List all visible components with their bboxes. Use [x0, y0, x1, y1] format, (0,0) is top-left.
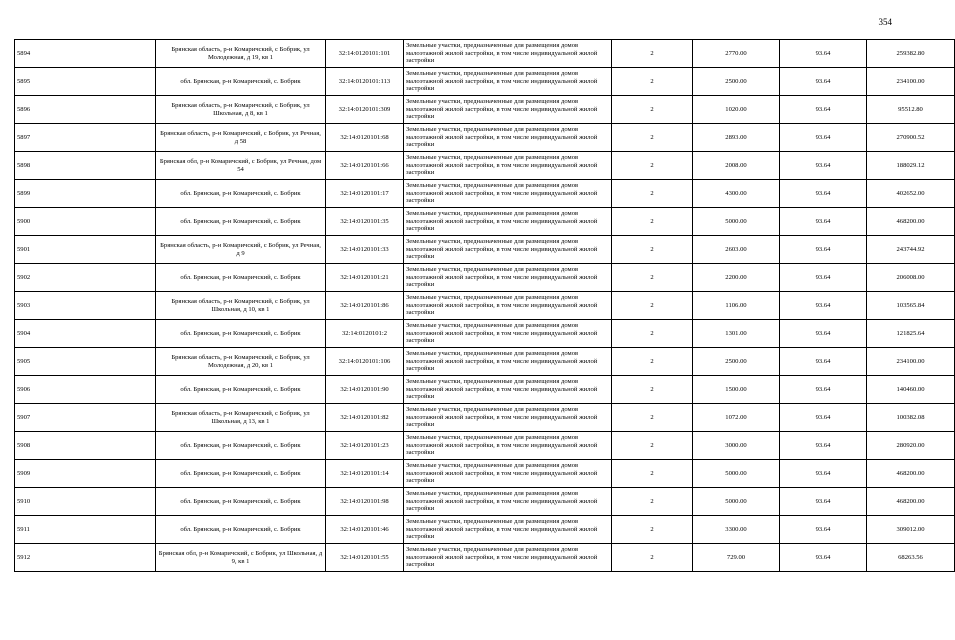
land-use-cell: Земельные участки, предназначенные для размещения домов малоэтажной жилой застройки, в том числе индивидуальной жилой застройки	[404, 348, 612, 376]
category-cell: 2	[612, 124, 693, 152]
address-cell: Брянская область, р-н Комаричский, с Бобрик, ул Речная, д 58	[156, 124, 326, 152]
category-cell: 2	[612, 488, 693, 516]
cadastral-number-cell: 32:14:0120101:309	[326, 96, 404, 124]
rate-cell: 93.64	[780, 460, 867, 488]
cadastral-number-cell: 32:14:0120101:17	[326, 180, 404, 208]
land-use-cell: Земельные участки, предназначенные для размещения домов малоэтажной жилой застройки, в том числе индивидуальной жилой застройки	[404, 460, 612, 488]
cadastral-number-cell: 32:14:0120101:86	[326, 292, 404, 320]
record-number: 5896	[15, 96, 156, 124]
address-cell: Брянская область, р-н Комаричский, с Бобрик, ул Речная, д 9	[156, 236, 326, 264]
area-cell: 5000.00	[693, 208, 780, 236]
address-cell: обл. Брянская, р-н Комаричский, с. Бобрик	[156, 264, 326, 292]
land-use-cell: Земельные участки, предназначенные для размещения домов малоэтажной жилой застройки, в том числе индивидуальной жилой застройки	[404, 236, 612, 264]
address-cell: обл. Брянская, р-н Комаричский, с. Бобрик	[156, 68, 326, 96]
area-cell: 4300.00	[693, 180, 780, 208]
area-cell: 1500.00	[693, 376, 780, 404]
table-row	[15, 348, 955, 376]
rate-cell: 93.64	[780, 180, 867, 208]
category-cell: 2	[612, 320, 693, 348]
address-cell: обл. Брянская, р-н Комаричский, с. Бобрик	[156, 208, 326, 236]
record-number: 5912	[15, 544, 156, 572]
category-cell: 2	[612, 460, 693, 488]
cadastral-value-cell: 95512.80	[867, 96, 955, 124]
land-use-cell: Земельные участки, предназначенные для размещения домов малоэтажной жилой застройки, в том числе индивидуальной жилой застройки	[404, 264, 612, 292]
cadastral-number-cell: 32:14:0120101:90	[326, 376, 404, 404]
table-row	[15, 96, 955, 124]
record-number: 5902	[15, 264, 156, 292]
cadastral-number-cell: 32:14:0120101:101	[326, 40, 404, 68]
cadastral-value-cell: 468200.00	[867, 488, 955, 516]
land-use-cell: Земельные участки, предназначенные для размещения домов малоэтажной жилой застройки, в том числе индивидуальной жилой застройки	[404, 68, 612, 96]
rate-cell: 93.64	[780, 348, 867, 376]
area-cell: 729.00	[693, 544, 780, 572]
area-cell: 2200.00	[693, 264, 780, 292]
land-use-cell: Земельные участки, предназначенные для размещения домов малоэтажной жилой застройки, в том числе индивидуальной жилой застройки	[404, 320, 612, 348]
address-cell: обл. Брянская, р-н Комаричский, с. Бобрик	[156, 320, 326, 348]
area-cell: 1301.00	[693, 320, 780, 348]
cadastral-number-cell: 32:14:0120101:106	[326, 348, 404, 376]
record-number: 5898	[15, 152, 156, 180]
page-number: 354	[878, 17, 892, 27]
rate-cell: 93.64	[780, 124, 867, 152]
table-row	[15, 376, 955, 404]
cadastral-value-cell: 188029.12	[867, 152, 955, 180]
table-row	[15, 180, 955, 208]
category-cell: 2	[612, 236, 693, 264]
category-cell: 2	[612, 68, 693, 96]
cadastral-number-cell: 32:14:0120101:46	[326, 516, 404, 544]
table-row	[15, 264, 955, 292]
cadastral-value-cell: 100382.08	[867, 404, 955, 432]
rate-cell: 93.64	[780, 264, 867, 292]
cadastral-value-cell: 270900.52	[867, 124, 955, 152]
address-cell: обл. Брянская, р-н Комаричский, с. Бобрик	[156, 460, 326, 488]
cadastral-number-cell: 32:14:0120101:2	[326, 320, 404, 348]
land-use-cell: Земельные участки, предназначенные для размещения домов малоэтажной жилой застройки, в том числе индивидуальной жилой застройки	[404, 96, 612, 124]
cadastral-value-cell: 234100.00	[867, 68, 955, 96]
category-cell: 2	[612, 348, 693, 376]
rate-cell: 93.64	[780, 432, 867, 460]
area-cell: 5000.00	[693, 488, 780, 516]
record-number: 5895	[15, 68, 156, 96]
cadastral-value-cell: 103565.84	[867, 292, 955, 320]
record-number: 5907	[15, 404, 156, 432]
area-cell: 1072.00	[693, 404, 780, 432]
land-use-cell: Земельные участки, предназначенные для размещения домов малоэтажной жилой застройки, в том числе индивидуальной жилой застройки	[404, 544, 612, 572]
address-cell: обл. Брянская, р-н Комаричский, с. Бобрик	[156, 488, 326, 516]
category-cell: 2	[612, 432, 693, 460]
address-cell: Брянская область, р-н Комаричский, с Бобрик, ул Школьная, д 13, кв 1	[156, 404, 326, 432]
cadastral-value-cell: 468200.00	[867, 208, 955, 236]
address-cell: обл. Брянская, р-н Комаричский, с. Бобрик	[156, 516, 326, 544]
cadastral-value-cell: 280920.00	[867, 432, 955, 460]
cadastral-value-cell: 468200.00	[867, 460, 955, 488]
area-cell: 1106.00	[693, 292, 780, 320]
cadastral-number-cell: 32:14:0120101:14	[326, 460, 404, 488]
record-number: 5909	[15, 460, 156, 488]
cadastral-number-cell: 32:14:0120101:55	[326, 544, 404, 572]
address-cell: Брянская область, р-н Комаричский, с Бобрик, ул Молодежная, д 19, кв 1	[156, 40, 326, 68]
land-use-cell: Земельные участки, предназначенные для размещения домов малоэтажной жилой застройки, в том числе индивидуальной жилой застройки	[404, 40, 612, 68]
land-use-cell: Земельные участки, предназначенные для размещения домов малоэтажной жилой застройки, в том числе индивидуальной жилой застройки	[404, 404, 612, 432]
area-cell: 2603.00	[693, 236, 780, 264]
table-row	[15, 208, 955, 236]
address-cell: обл. Брянская, р-н Комаричский, с. Бобрик	[156, 180, 326, 208]
record-number: 5897	[15, 124, 156, 152]
record-number: 5908	[15, 432, 156, 460]
cadastral-value-cell: 234100.00	[867, 348, 955, 376]
table-body	[15, 40, 955, 572]
category-cell: 2	[612, 516, 693, 544]
cadastral-number-cell: 32:14:0120101:66	[326, 152, 404, 180]
category-cell: 2	[612, 404, 693, 432]
table-row	[15, 404, 955, 432]
land-registry-table	[14, 39, 955, 572]
rate-cell: 93.64	[780, 40, 867, 68]
table-row	[15, 152, 955, 180]
area-cell: 5000.00	[693, 460, 780, 488]
table-row	[15, 40, 955, 68]
category-cell: 2	[612, 96, 693, 124]
cadastral-number-cell: 32:14:0120101:68	[326, 124, 404, 152]
land-use-cell: Земельные участки, предназначенные для размещения домов малоэтажной жилой застройки, в том числе индивидуальной жилой застройки	[404, 292, 612, 320]
record-number: 5904	[15, 320, 156, 348]
record-number: 5900	[15, 208, 156, 236]
rate-cell: 93.64	[780, 488, 867, 516]
category-cell: 2	[612, 40, 693, 68]
area-cell: 2008.00	[693, 152, 780, 180]
table-row	[15, 516, 955, 544]
address-cell: обл. Брянская, р-н Комаричский, с. Бобрик	[156, 376, 326, 404]
land-use-cell: Земельные участки, предназначенные для размещения домов малоэтажной жилой застройки, в том числе индивидуальной жилой застройки	[404, 152, 612, 180]
area-cell: 2500.00	[693, 68, 780, 96]
category-cell: 2	[612, 292, 693, 320]
land-use-cell: Земельные участки, предназначенные для размещения домов малоэтажной жилой застройки, в том числе индивидуальной жилой застройки	[404, 488, 612, 516]
area-cell: 3300.00	[693, 516, 780, 544]
cadastral-value-cell: 68263.56	[867, 544, 955, 572]
record-number: 5894	[15, 40, 156, 68]
land-use-cell: Земельные участки, предназначенные для размещения домов малоэтажной жилой застройки, в том числе индивидуальной жилой застройки	[404, 208, 612, 236]
cadastral-number-cell: 32:14:0120101:113	[326, 68, 404, 96]
rate-cell: 93.64	[780, 68, 867, 96]
category-cell: 2	[612, 264, 693, 292]
table-row	[15, 432, 955, 460]
land-use-cell: Земельные участки, предназначенные для размещения домов малоэтажной жилой застройки, в том числе индивидуальной жилой застройки	[404, 376, 612, 404]
category-cell: 2	[612, 180, 693, 208]
area-cell: 2500.00	[693, 348, 780, 376]
cadastral-value-cell: 402652.00	[867, 180, 955, 208]
cadastral-number-cell: 32:14:0120101:98	[326, 488, 404, 516]
category-cell: 2	[612, 376, 693, 404]
address-cell: Брянская область, р-н Комаричский, с Бобрик, ул Школьная, д 8, кв 1	[156, 96, 326, 124]
table-row	[15, 320, 955, 348]
rate-cell: 93.64	[780, 516, 867, 544]
rate-cell: 93.64	[780, 208, 867, 236]
table-row	[15, 124, 955, 152]
area-cell: 2770.00	[693, 40, 780, 68]
table-row	[15, 488, 955, 516]
rate-cell: 93.64	[780, 152, 867, 180]
land-use-cell: Земельные участки, предназначенные для размещения домов малоэтажной жилой застройки, в том числе индивидуальной жилой застройки	[404, 124, 612, 152]
cadastral-number-cell: 32:14:0120101:33	[326, 236, 404, 264]
table-row	[15, 292, 955, 320]
record-number: 5911	[15, 516, 156, 544]
land-use-cell: Земельные участки, предназначенные для размещения домов малоэтажной жилой застройки, в том числе индивидуальной жилой застройки	[404, 432, 612, 460]
address-cell: Брянская область, р-н Комаричский, с Бобрик, ул Школьная, д 10, кв 1	[156, 292, 326, 320]
category-cell: 2	[612, 544, 693, 572]
cadastral-value-cell: 309012.00	[867, 516, 955, 544]
cadastral-value-cell: 206008.00	[867, 264, 955, 292]
record-number: 5910	[15, 488, 156, 516]
rate-cell: 93.64	[780, 96, 867, 124]
table-row	[15, 544, 955, 572]
record-number: 5903	[15, 292, 156, 320]
cadastral-number-cell: 32:14:0120101:82	[326, 404, 404, 432]
address-cell: Брянская обл, р-н Комаричский, с Бобрик, ул Речная, дом 54	[156, 152, 326, 180]
rate-cell: 93.64	[780, 320, 867, 348]
table-row	[15, 460, 955, 488]
area-cell: 2893.00	[693, 124, 780, 152]
rate-cell: 93.64	[780, 404, 867, 432]
record-number: 5899	[15, 180, 156, 208]
cadastral-value-cell: 243744.92	[867, 236, 955, 264]
table-row	[15, 68, 955, 96]
cadastral-number-cell: 32:14:0120101:23	[326, 432, 404, 460]
area-cell: 3000.00	[693, 432, 780, 460]
rate-cell: 93.64	[780, 544, 867, 572]
cadastral-value-cell: 121825.64	[867, 320, 955, 348]
area-cell: 1020.00	[693, 96, 780, 124]
address-cell: Брянская область, р-н Комаричский, с Бобрик, ул Молодежная, д 20, кв 1	[156, 348, 326, 376]
cadastral-value-cell: 259382.80	[867, 40, 955, 68]
record-number: 5906	[15, 376, 156, 404]
category-cell: 2	[612, 152, 693, 180]
table-row	[15, 236, 955, 264]
record-number: 5905	[15, 348, 156, 376]
land-use-cell: Земельные участки, предназначенные для размещения домов малоэтажной жилой застройки, в том числе индивидуальной жилой застройки	[404, 180, 612, 208]
address-cell: обл. Брянская, р-н Комаричский, с. Бобрик	[156, 432, 326, 460]
land-use-cell: Земельные участки, предназначенные для размещения домов малоэтажной жилой застройки, в том числе индивидуальной жилой застройки	[404, 516, 612, 544]
cadastral-number-cell: 32:14:0120101:21	[326, 264, 404, 292]
address-cell: Брянская обл, р-н Комаричский, с Бобрик, ул Школьная, д 9, кв 1	[156, 544, 326, 572]
rate-cell: 93.64	[780, 376, 867, 404]
cadastral-number-cell: 32:14:0120101:35	[326, 208, 404, 236]
category-cell: 2	[612, 208, 693, 236]
cadastral-value-cell: 140460.00	[867, 376, 955, 404]
rate-cell: 93.64	[780, 292, 867, 320]
rate-cell: 93.64	[780, 236, 867, 264]
record-number: 5901	[15, 236, 156, 264]
